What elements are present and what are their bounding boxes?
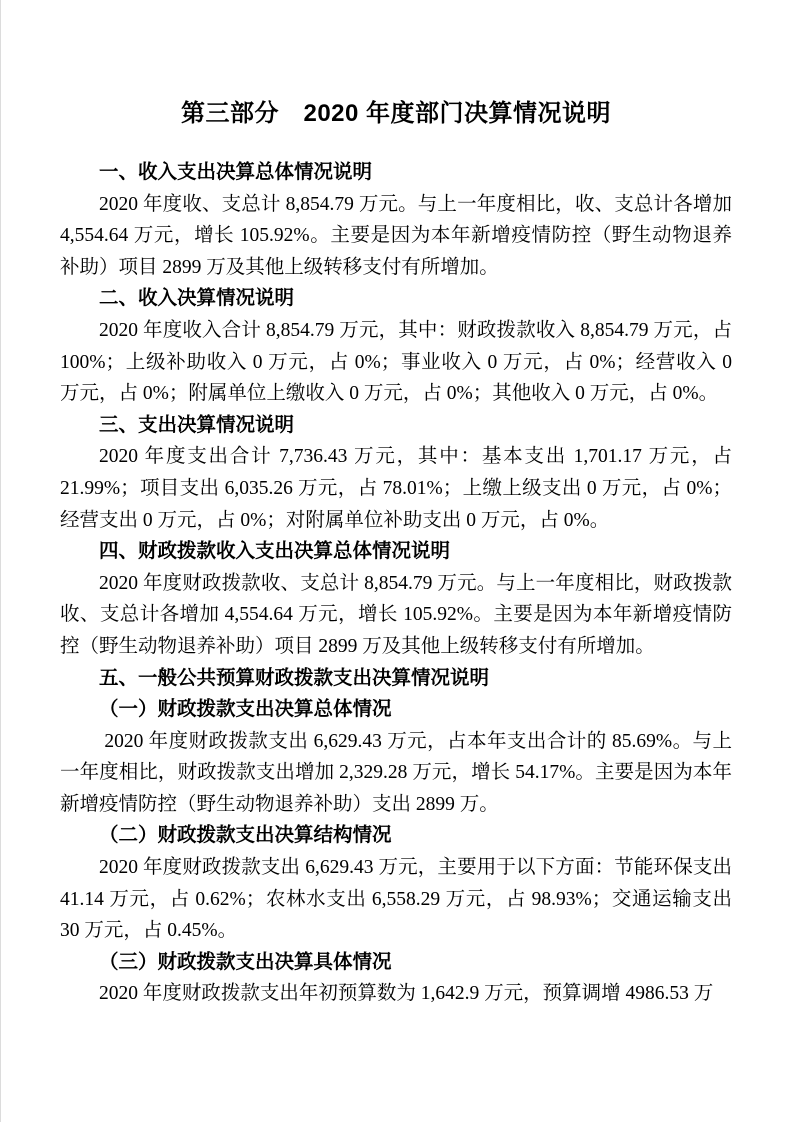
paragraph-income-accounts: 2020 年度收入合计 8,854.79 万元，其中：财政拨款收入 8,854.79 万元，占 100%；上级补助收入 0 万元，占 0%；事业收入 0 万元，占 0%；经营收入 0 万元，占 0%；附属单位上缴收入 0 万元，占 0%；其他收入 0 万元，占 0%。 bbox=[60, 319, 732, 405]
paragraph-fiscal-appropriation-overview: 2020 年度财政拨款收、支总计 8,854.79 万元。与上一年度相比，财政拨款收、支总计各增加 4,554.64 万元，增长 105.92%。主要是因为本年新增疫情防控（野生动物退养补助）项目 2899 万及其他上级转移支付有所增加。 bbox=[60, 572, 732, 657]
subsection-heading-expense-structure: （二）财政拨款支出决算结构情况 bbox=[99, 824, 392, 847]
paragraph-expense-overall: 2020 年度财政拨款支出 6,629.43 万元，占本年支出合计的 85.69%。与上一年度相比，财政拨款支出增加 2,329.28 万元，增长 54.17%。主要是因为本年新增疫情防控（野生动物退养补助）支出 2899 万。 bbox=[60, 730, 732, 815]
section-heading-fiscal-appropriation-overview: 四、财政拨款收入支出决算总体情况说明 bbox=[99, 540, 451, 563]
paragraph-expense-accounts: 2020 年度支出合计 7,736.43 万元，其中：基本支出 1,701.17 万元，占 21.99%；项目支出 6,035.26 万元，占 78.01%；上缴上级支出 0 万元，占 0%；经营支出 0 万元，占 0%；对附属单位补助支出 0 万元，占 0%。 bbox=[60, 446, 732, 531]
paragraph-income-expense-overview: 2020 年度收、支总计 8,854.79 万元。与上一年度相比，收、支总计各增加 4,554.64 万元，增长 105.92%。主要是因为本年新增疫情防控（野生动物退养补助）项目 2899 万及其他上级转移支付有所增加。 bbox=[60, 193, 732, 278]
paragraph-expense-structure: 2020 年度财政拨款支出 6,629.43 万元，主要用于以下方面：节能环保支出 41.14 万元，占 0.62%；农林水支出 6,558.29 万元，占 98.93%；交通运输支出 30 万元，占 0.45%。 bbox=[60, 857, 732, 942]
section-heading-income-accounts: 二、收入决算情况说明 bbox=[99, 287, 295, 310]
section-heading-income-expense-overview: 一、收入支出决算总体情况说明 bbox=[99, 161, 373, 183]
section-heading-expense-accounts: 三、支出决算情况说明 bbox=[99, 413, 295, 436]
subsection-heading-expense-overall: （一）财政拨款支出决算总体情况 bbox=[99, 698, 392, 721]
document-title: 第三部分 2020 年度部门决算情况说明 bbox=[180, 100, 612, 127]
paragraph-expense-detail: 2020 年度财政拨款支出年初预算数为 1,642.9 万元，预算调增 4986.53 万 bbox=[99, 983, 714, 1005]
subsection-heading-expense-detail: （三）财政拨款支出决算具体情况 bbox=[99, 950, 392, 973]
section-heading-general-public-budget: 五、一般公共预算财政拨款支出决算情况说明 bbox=[99, 666, 490, 689]
